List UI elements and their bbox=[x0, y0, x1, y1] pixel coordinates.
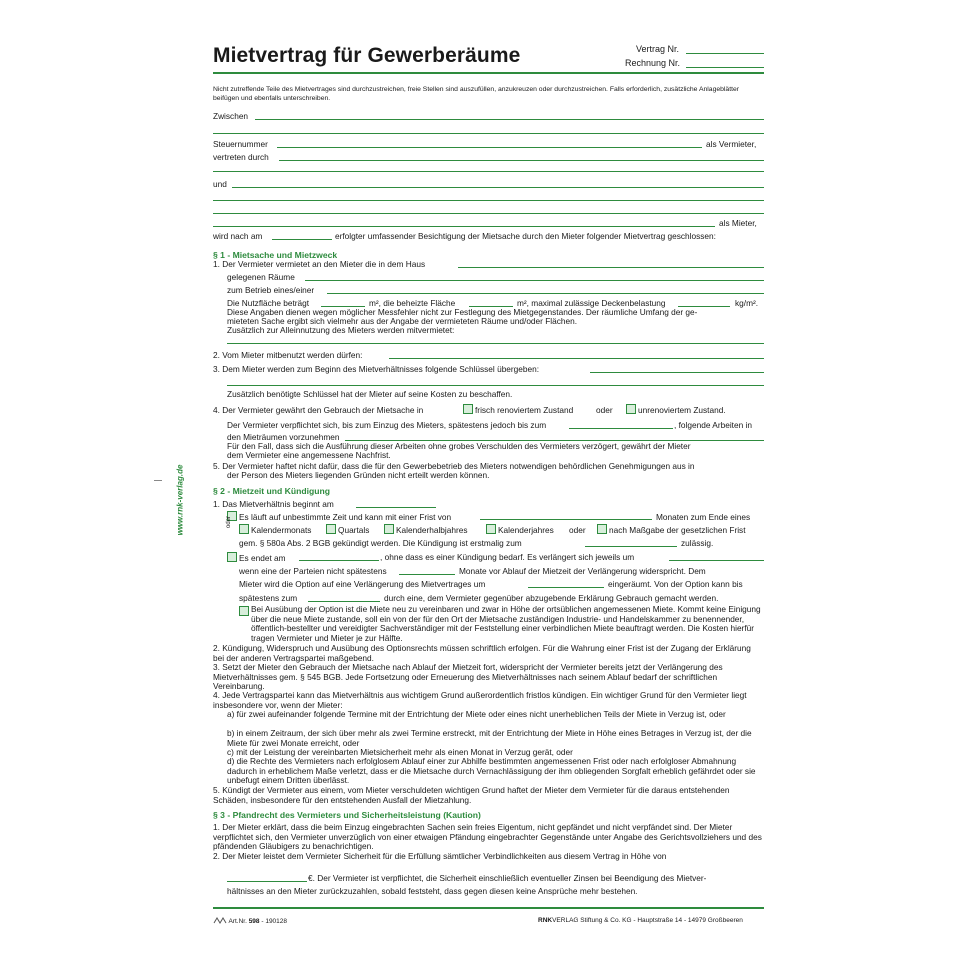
unrenovated-checkbox[interactable] bbox=[626, 404, 636, 414]
tax-number-label: Steuernummer bbox=[213, 139, 268, 149]
extension-line[interactable] bbox=[669, 560, 764, 561]
inspection-date-line[interactable] bbox=[272, 239, 332, 240]
inspection-label-b: erfolgter umfassender Besichtigung der Mietsache durch den Mieter folgender Mietvertrag geschlossen: bbox=[335, 231, 716, 241]
s1-area-d: kg/m². bbox=[735, 298, 759, 308]
works-deadline-line[interactable] bbox=[569, 428, 673, 429]
s1-p4-e2: dem Vermieter eine angemessene Nachfrist. bbox=[227, 450, 391, 460]
keys-line[interactable] bbox=[590, 372, 764, 373]
article-prefix: Art.Nr. bbox=[228, 918, 247, 925]
unlimited-option[interactable] bbox=[227, 511, 451, 522]
house-line[interactable] bbox=[458, 267, 764, 268]
option-period-line[interactable] bbox=[528, 587, 604, 588]
option-label-b: eingeräumt. Von der Option kann bis bbox=[608, 579, 743, 589]
ends-label-d: Monate vor Ablauf der Mietzeit der Verlängerung widerspricht. Dem bbox=[459, 566, 706, 576]
calendar-month-label: Kalendermonats bbox=[251, 525, 312, 535]
quarter-option[interactable] bbox=[326, 524, 369, 535]
section-1-heading: § 1 - Mietsache und Mietzweck bbox=[213, 250, 338, 260]
option-rent-text: Bei Ausübung der Option ist die Miete neu zu vereinbaren und zwar in Höhe der ortsüblichen angemessenen Miete. Kommt keine Einigung über die neue Miete zustande, soll ein von der für den Ort der Mietsache zuständigen Industrie- und Handelskammer zu benennender, öffentlich-bestellter und vereidigter Sachverständiger mit der Feststellung einer verbindlichen Miete beauftragt werden. Die Kosten hierfür tragen Vermieter und Mieter je zur Hälfte. bbox=[251, 604, 761, 643]
section-3-heading: § 3 - Pfandrecht des Vermieters und Sicherheitsleistung (Kaution) bbox=[213, 810, 481, 820]
business-line[interactable] bbox=[327, 293, 764, 294]
ends-label-c: wenn eine der Parteien nicht spätestens bbox=[239, 566, 387, 576]
s3-deposit-b: hältnisses an den Mieter zurückzuzahlen, sobald feststeht, dass gegen diesen keine Ansprüche mehr bestehen. bbox=[227, 886, 638, 896]
article-number: 598 bbox=[248, 918, 260, 925]
calendar-month-option[interactable] bbox=[239, 524, 311, 535]
s1-p1: 1. Der Vermieter vermietet an den Mieter die in dem Haus bbox=[213, 259, 426, 269]
s1-business: zum Betrieb eines/einer bbox=[227, 285, 315, 295]
publisher-address: VERLAG Stiftung & Co. KG - Hauptstraße 14 - 14979 Großbeeren bbox=[552, 917, 743, 924]
half-year-checkbox[interactable] bbox=[384, 524, 394, 534]
calendar-month-checkbox[interactable] bbox=[239, 524, 249, 534]
s2-p4b: b) in einem Zeitraum, der sich über mehr als zwei Termine erstreckt, mit der Entrichtung der Miete in Höhe eines Betrages in Verzug ist, der die Miete für zwei Monate erreicht, oder bbox=[227, 728, 752, 748]
s1-p4-c: , folgende Arbeiten in bbox=[674, 420, 752, 430]
invoice-no-field[interactable] bbox=[686, 67, 764, 68]
first-termination-line[interactable] bbox=[585, 546, 677, 547]
represented-by-label: vertreten durch bbox=[213, 152, 269, 162]
s1-p5-1: 5. Der Vermieter haftet nicht dafür, dass die für den Gewerbebetrieb des Mieters notwendigen behördlichen Genehmigungen aus in bbox=[213, 461, 695, 471]
s1-p4-d: den Mieträumen vorzunehmen bbox=[227, 432, 340, 442]
rnk-logo-icon bbox=[213, 917, 227, 924]
blank-line[interactable] bbox=[213, 171, 764, 172]
s2-p1: 1. Das Mietverhältnis beginnt am bbox=[213, 499, 334, 509]
s1-p3: 3. Dem Mieter werden zum Beginn des Mietverhältnisses folgende Schlüssel übergeben: bbox=[213, 364, 540, 374]
intro-text: Nicht zutreffende Teile des Mietvertrages sind durchzustreichen, freie Stellen sind auszufüllen, anzukreuzen oder durchzustreichen. Falls erforderlich, zusätzliche Anlageblätter beifügen und ebenfalls unterschreiben. bbox=[213, 86, 740, 102]
by-law-option[interactable] bbox=[597, 524, 746, 535]
option-label-c: spätestens zum bbox=[239, 593, 298, 603]
s2-p4d: d) die Rechte des Vermieters nach erfolglosem Ablauf einer zur Abhilfe bestimmten angemessenen Frist oder nach erfolgloser Abmahnung dadurch in erheblichem Maße verletzt, dass er die Mietsache durch Vernachlässigung der ihm obliegenden Sorgfalt erheblich gefährdet oder sie unbefugt einem Dritten überlässt. bbox=[227, 756, 756, 785]
section-2-heading: § 2 - Mietzeit und Kündigung bbox=[213, 486, 330, 496]
s1-additional: Zusätzlich zur Alleinnutzung des Mieters werden mitvermietet: bbox=[227, 325, 455, 335]
option-rent-checkbox[interactable] bbox=[239, 606, 249, 616]
s1-area-c: m², maximal zulässige Deckenbelastung bbox=[517, 298, 666, 308]
ends-label-a: Es endet am bbox=[239, 553, 286, 563]
header-divider bbox=[213, 72, 764, 74]
s1-p2: 2. Vom Mieter mitbenutzt werden dürfen: bbox=[213, 350, 363, 360]
footer-publisher bbox=[538, 917, 743, 924]
s2-p4: 4. Jede Vertragspartei kann das Mietverhältnis aus wichtigem Grund außerordentlich fristlos kündigen. Ein wichtiger Grund für den Vermieter liegt insbesondere vor, wenn der Mieter: bbox=[213, 690, 747, 710]
unrenovated-label: unrenoviertem Zustand. bbox=[638, 405, 726, 415]
option-deadline-line[interactable] bbox=[308, 601, 380, 602]
notice-period-line[interactable] bbox=[480, 519, 652, 520]
s2-sec580: gem. § 580a Abs. 2 BGB gekündigt werden. Die Kündigung ist erstmalig zum bbox=[239, 538, 522, 548]
tenant-name-line[interactable] bbox=[232, 187, 764, 188]
footer-article bbox=[213, 917, 287, 925]
calendar-year-checkbox[interactable] bbox=[486, 524, 496, 534]
half-year-label: Kalenderhalbjahres bbox=[396, 525, 468, 535]
s3-p2: 2. Der Mieter leistet dem Vermieter Sicherheit für die Erfüllung sämtlicher Verbindlichkeiten aus diesem Vertrag in Höhe von bbox=[213, 851, 667, 861]
tenant-address-line-2[interactable] bbox=[213, 213, 764, 214]
landlord-address-line[interactable] bbox=[213, 133, 764, 134]
fresh-renovated-label: frisch renoviertem Zustand bbox=[475, 405, 574, 415]
tax-number-line[interactable] bbox=[277, 147, 702, 148]
end-date-line[interactable] bbox=[299, 560, 379, 561]
rooms-line[interactable] bbox=[305, 280, 764, 281]
unrenovated-option[interactable] bbox=[626, 404, 726, 415]
side-url[interactable]: www.rnk-verlag.de bbox=[175, 464, 185, 536]
additional-line[interactable] bbox=[227, 343, 764, 344]
represented-by-line[interactable] bbox=[279, 160, 764, 161]
s1-area-note-2: mieteten Sache ergibt sich vielmehr aus der Angabe der vermieteten Räume und/oder Flächen. bbox=[227, 316, 578, 326]
invoice-no-label: Rechnung Nr. bbox=[625, 58, 681, 68]
s1-rooms: gelegenen Räume bbox=[227, 272, 295, 282]
objection-months-line[interactable] bbox=[399, 574, 455, 575]
s1-area-note-1: Diese Angaben dienen wegen möglicher Messfehler nicht zur Festlegung des Mietgegenstandes. Der räumliche Umfang der ge- bbox=[227, 307, 698, 317]
s1-keys-extra: Zusätzlich benötigte Schlüssel hat der Mieter auf seine Kosten zu beschaffen. bbox=[227, 389, 513, 399]
between-label: Zwischen bbox=[213, 111, 249, 121]
ends-option[interactable] bbox=[227, 552, 286, 563]
s1-p5-2: der Person des Mieters liegenden Gründen nicht erteilt werden können. bbox=[227, 470, 490, 480]
as-tenant-label: als Mieter, bbox=[719, 218, 757, 228]
s1-p4-or: oder bbox=[596, 405, 613, 415]
fresh-renovated-checkbox[interactable] bbox=[463, 404, 473, 414]
landlord-name-line[interactable] bbox=[255, 119, 764, 120]
unlimited-label-b: Monaten zum Ende eines bbox=[656, 512, 751, 522]
page-title: Mietvertrag für Gewerberäume bbox=[213, 44, 521, 67]
article-suffix: - 190128 bbox=[261, 918, 288, 925]
publisher-brand: RNK bbox=[538, 917, 553, 924]
s3-p1: 1. Der Mieter erklärt, dass die beim Einzug eingebrachten Sachen sein freies Eigentum, nicht gepfändet und nicht verpfändet sind. Der Mieter verpflichtet sich, den Vermieter unverzüglich von einer etwaigen Pfändung eingebrachter Gegenstände unter Angabe des Gerichtsvollziehers und des pfändenden Gläubigers zu benachrichtigen. bbox=[213, 822, 762, 851]
s2-p4a: a) für zwei aufeinander folgende Termine mit der Entrichtung der Miete oder eines nicht unerheblichen Teils der Miete in Verzug ist, oder bbox=[227, 709, 726, 719]
s1-area-b: m², die beheizte Fläche bbox=[369, 298, 456, 308]
fresh-renovated-option[interactable] bbox=[463, 404, 573, 415]
quarter-label: Quartals bbox=[338, 525, 370, 535]
and-label: und bbox=[213, 179, 227, 189]
side-tick bbox=[154, 480, 162, 481]
s2-p3: 3. Setzt der Mieter den Gebrauch der Mietsache nach Ablauf der Mietzeit fort, widerspricht der Vermieter bereits jetzt der Verlängerung des Mietverhältnisses gem. § 545 BGB. Jede Fortsetzung oder Erneuerung des Mietverhältnisses nach seinem Ablauf bedarf der schriftlichen Vereinbarung. bbox=[213, 662, 723, 691]
or-vertical: oder bbox=[226, 515, 232, 528]
ends-checkbox[interactable] bbox=[227, 552, 237, 562]
option-label-a: Mieter wird die Option auf eine Verlängerung des Mietvertrages um bbox=[239, 579, 486, 589]
inspection-label-a: wird nach am bbox=[213, 231, 263, 241]
by-law-label: nach Maßgabe der gesetzlichen Frist bbox=[609, 525, 746, 535]
s2-p5: 5. Kündigt der Vermieter aus einem, vom Mieter verschuldeten wichtigen Grund haftet der Mieter dem Vermieter für die daraus entstehenden Schäden, insbesondere für den entstehenden Ausfall der Mietzahlung. bbox=[213, 785, 730, 805]
ends-label-b: , ohne dass es einer Kündigung bedarf. Es verlängert sich jeweils um bbox=[380, 552, 635, 562]
contract-no-field[interactable] bbox=[686, 53, 764, 54]
s2-p2: 2. Kündigung, Widerspruch und Ausübung des Optionsrechts müssen schriftlich erfolgen. Für die Wahrung einer Frist ist der Zugang der Erklärung bei der anderen Vertragspartei maßgebend. bbox=[213, 643, 751, 663]
deposit-amount-line[interactable] bbox=[227, 881, 307, 882]
keys-line-2[interactable] bbox=[227, 385, 764, 386]
tenant-extra-line[interactable] bbox=[213, 226, 715, 227]
option-label-d: durch eine, dem Vermieter gegenüber abzugebende Erklärung Gebrauch gemacht werden. bbox=[384, 593, 719, 603]
s2-allowed: zulässig. bbox=[681, 538, 714, 548]
contract-no-label: Vertrag Nr. bbox=[636, 44, 680, 54]
s2-or: oder bbox=[569, 525, 586, 535]
quarter-checkbox[interactable] bbox=[326, 524, 336, 534]
footer-divider bbox=[213, 907, 764, 909]
s3-deposit-a: €. Der Vermieter ist verpflichtet, die Sicherheit einschließlich eventueller Zinsen bei Beendigung des Mietver- bbox=[308, 873, 707, 883]
s1-p4-a: 4. Der Vermieter gewährt den Gebrauch der Mietsache in bbox=[213, 405, 424, 415]
start-date-line[interactable] bbox=[356, 507, 436, 508]
half-year-option[interactable] bbox=[384, 524, 468, 535]
s1-area-a: Die Nutzfläche beträgt bbox=[227, 298, 310, 308]
shared-use-line[interactable] bbox=[389, 358, 764, 359]
side-url-container bbox=[150, 440, 210, 560]
tenant-address-line[interactable] bbox=[213, 200, 764, 201]
calendar-year-label: Kalenderjahres bbox=[498, 525, 554, 535]
s2-p4c: c) mit der Leistung der vereinbarten Mietsicherheit mehr als einen Monat in Verzug gerät, oder bbox=[227, 747, 573, 757]
calendar-year-option[interactable] bbox=[486, 524, 554, 535]
as-landlord-label: als Vermieter, bbox=[706, 139, 757, 149]
s1-p4-b: Der Vermieter verpflichtet sich, bis zum Einzug des Mieters, spätestens jedoch bis zum bbox=[227, 420, 547, 430]
s1-p4-e1: Für den Fall, dass sich die Ausführung dieser Arbeiten ohne grobes Verschulden des Vermieters verzögert, gewährt der Mieter bbox=[227, 441, 691, 451]
by-law-checkbox[interactable] bbox=[597, 524, 607, 534]
unlimited-label-a: Es läuft auf unbestimmte Zeit und kann mit einer Frist von bbox=[239, 512, 452, 522]
